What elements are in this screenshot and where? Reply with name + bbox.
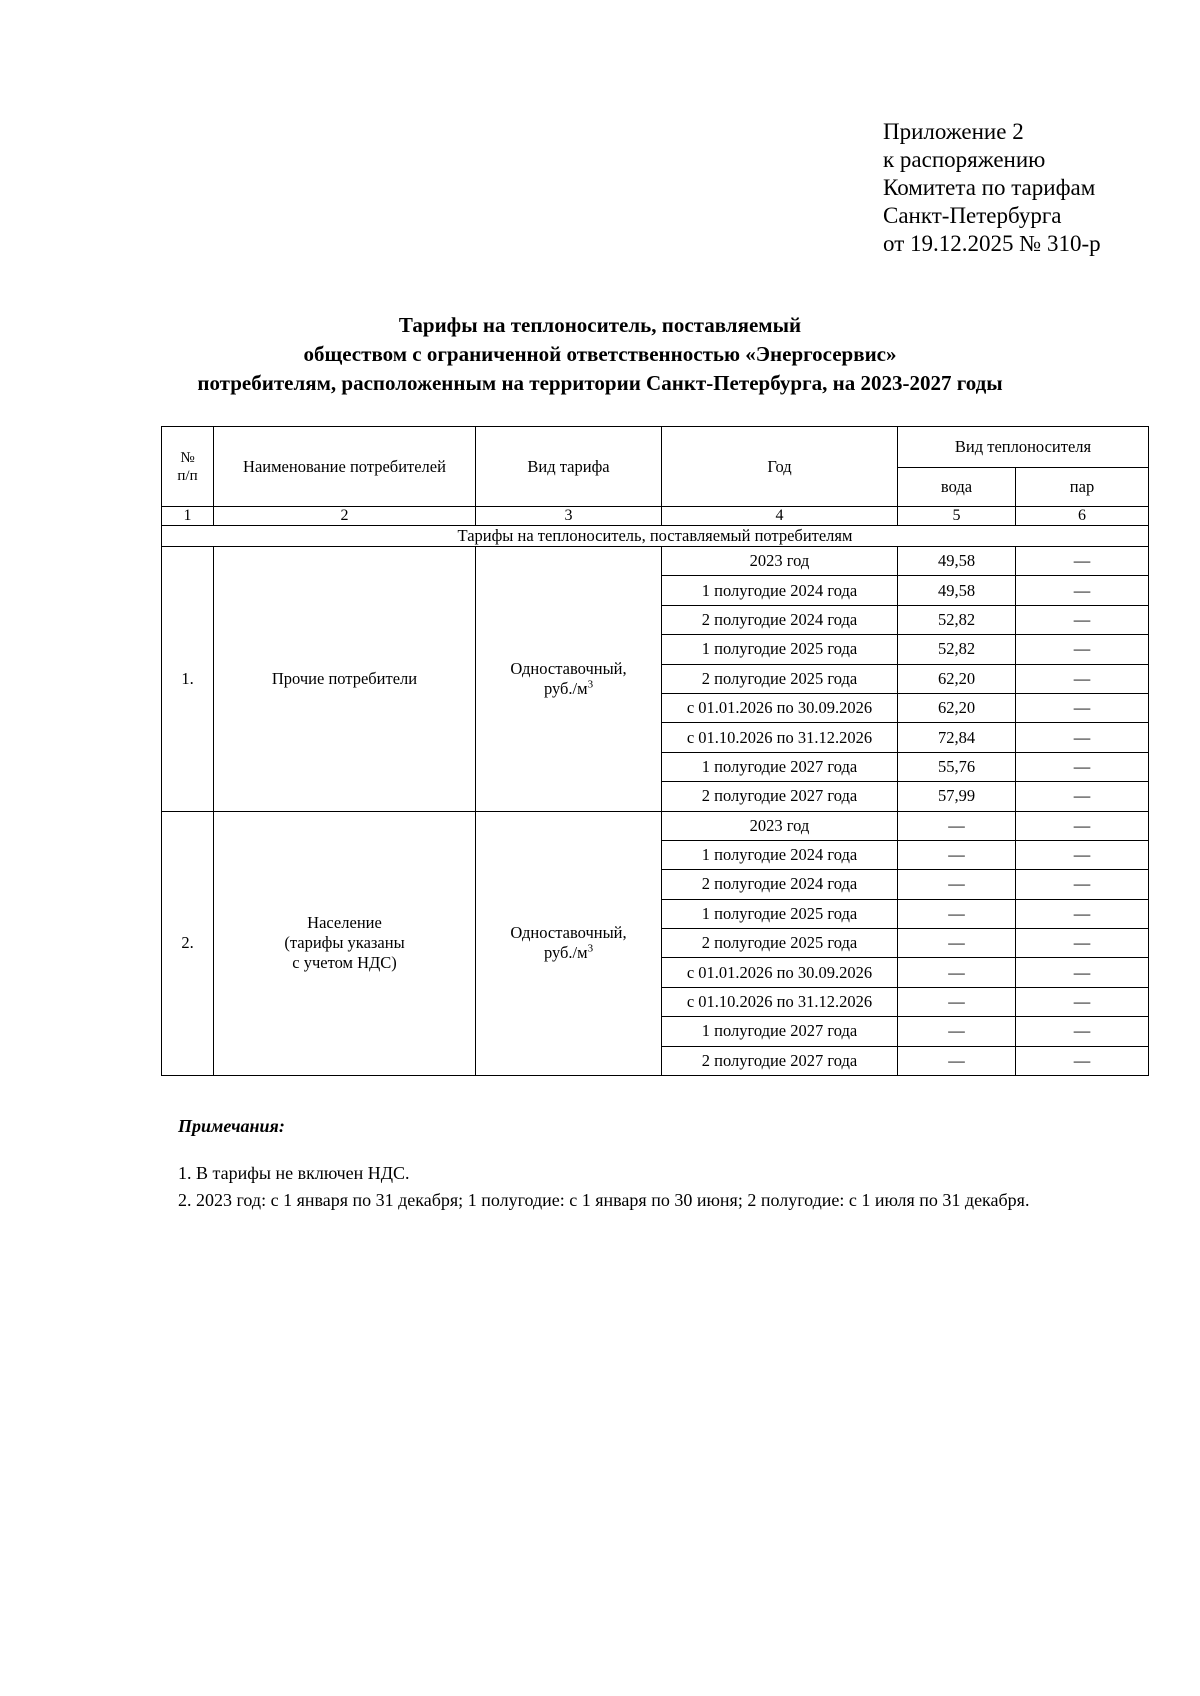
water-value: —: [898, 899, 1016, 928]
header-consumer: Наименование потребителей: [214, 427, 476, 507]
steam-value: —: [1016, 605, 1149, 634]
period-cell: с 01.10.2026 по 31.12.2026: [662, 723, 898, 752]
tariff-type-unit-sup: 3: [587, 678, 594, 691]
consumer-line3: с учетом НДС): [292, 953, 397, 973]
tariff-table: [161, 426, 1149, 1076]
column-index: 6: [1016, 507, 1149, 526]
period-cell: 2 полугодие 2024 года: [662, 605, 898, 634]
water-value: —: [898, 811, 1016, 840]
group-tariff-type: [476, 811, 662, 1076]
header-steam: пар: [1016, 468, 1149, 507]
water-value: —: [898, 929, 1016, 958]
steam-value: —: [1016, 958, 1149, 987]
period-cell: 1 полугодие 2027 года: [662, 752, 898, 781]
document-title: [0, 311, 1200, 398]
steam-value: —: [1016, 811, 1149, 840]
column-index: 2: [214, 507, 476, 526]
consumer-line1: Население: [307, 913, 382, 933]
column-index: 1: [162, 507, 214, 526]
water-value: 52,82: [898, 635, 1016, 664]
group-consumer: Прочие потребители: [214, 547, 476, 812]
header-tariff-type: Вид тарифа: [476, 427, 662, 507]
tariff-type-unit-sup: 3: [587, 942, 594, 955]
period-cell: 1 полугодие 2024 года: [662, 576, 898, 605]
table-body: [162, 427, 1149, 1076]
table-row: [162, 811, 1149, 840]
period-cell: 2 полугодие 2027 года: [662, 1046, 898, 1075]
period-cell: 2 полугодие 2024 года: [662, 870, 898, 899]
water-value: 52,82: [898, 605, 1016, 634]
steam-value: —: [1016, 1017, 1149, 1046]
column-index: 5: [898, 507, 1016, 526]
appendix-reference: [883, 118, 1101, 258]
water-value: 49,58: [898, 547, 1016, 576]
period-cell: 1 полугодие 2025 года: [662, 899, 898, 928]
header-row: [162, 427, 1149, 468]
consumer-line2: (тарифы указаны: [284, 933, 405, 953]
appendix-line: к распоряжению: [883, 147, 1046, 172]
steam-value: —: [1016, 987, 1149, 1016]
steam-value: —: [1016, 547, 1149, 576]
steam-value: —: [1016, 1046, 1149, 1075]
period-cell: 1 полугодие 2027 года: [662, 1017, 898, 1046]
period-cell: с 01.01.2026 по 30.09.2026: [662, 958, 898, 987]
steam-value: —: [1016, 929, 1149, 958]
note-item: 2. 2023 год: с 1 января по 31 декабря; 1 полугодие: с 1 января по 30 июня; 2 полугодие: с 1 июля по 31 декабря.: [178, 1190, 1030, 1210]
title-line: потребителям, расположенным на территории Санкт-Петербурга, на 2023-2027 годы: [197, 371, 1003, 395]
period-cell: 2023 год: [662, 811, 898, 840]
header-year: Год: [662, 427, 898, 507]
water-value: 62,20: [898, 693, 1016, 722]
group-tariff-type: [476, 547, 662, 812]
steam-value: —: [1016, 723, 1149, 752]
header-water: вода: [898, 468, 1016, 507]
water-value: —: [898, 1017, 1016, 1046]
tariff-type-unit: руб./м: [543, 943, 588, 963]
steam-value: —: [1016, 752, 1149, 781]
water-value: 62,20: [898, 664, 1016, 693]
column-index: 4: [662, 507, 898, 526]
steam-value: —: [1016, 635, 1149, 664]
group-consumer: [214, 811, 476, 1076]
period-cell: 2023 год: [662, 547, 898, 576]
header-number: [162, 427, 214, 507]
water-value: 57,99: [898, 782, 1016, 811]
steam-value: —: [1016, 840, 1149, 869]
water-value: —: [898, 840, 1016, 869]
period-cell: с 01.10.2026 по 31.12.2026: [662, 987, 898, 1016]
header-number-line1: №: [180, 449, 195, 466]
water-value: 55,76: [898, 752, 1016, 781]
steam-value: —: [1016, 664, 1149, 693]
appendix-line: Приложение 2: [883, 119, 1024, 144]
period-cell: 1 полугодие 2025 года: [662, 635, 898, 664]
header-number-line2: п/п: [177, 467, 198, 484]
period-cell: 2 полугодие 2025 года: [662, 929, 898, 958]
tariff-type-line1: Одноставочный,: [510, 658, 627, 678]
steam-value: —: [1016, 870, 1149, 899]
water-value: —: [898, 987, 1016, 1016]
group-number: 1.: [162, 547, 214, 812]
header-carrier: Вид теплоносителя: [898, 427, 1149, 468]
steam-value: —: [1016, 899, 1149, 928]
water-value: —: [898, 958, 1016, 987]
title-line: обществом с ограниченной ответственностью «Энергосервис»: [303, 342, 897, 366]
period-cell: 1 полугодие 2024 года: [662, 840, 898, 869]
tariff-type-line1: Одноставочный,: [510, 923, 627, 943]
notes-title: Примечания:: [178, 1116, 285, 1136]
period-cell: 2 полугодие 2025 года: [662, 664, 898, 693]
section-title: Тарифы на теплоноситель, поставляемый потребителям: [162, 526, 1149, 547]
steam-value: —: [1016, 782, 1149, 811]
appendix-line: Санкт-Петербурга: [883, 203, 1062, 228]
appendix-line: Комитета по тарифам: [883, 175, 1096, 200]
title-line: Тарифы на теплоноситель, поставляемый: [398, 313, 802, 337]
tariff-type-unit: руб./м: [543, 678, 588, 698]
water-value: 72,84: [898, 723, 1016, 752]
table-row: [162, 547, 1149, 576]
appendix-line: от 19.12.2025 № 310-р: [883, 231, 1101, 256]
steam-value: —: [1016, 693, 1149, 722]
column-index-row: [162, 507, 1149, 526]
steam-value: —: [1016, 576, 1149, 605]
water-value: —: [898, 870, 1016, 899]
note-item: 1. В тарифы не включен НДС.: [178, 1163, 410, 1183]
water-value: 49,58: [898, 576, 1016, 605]
period-cell: 2 полугодие 2027 года: [662, 782, 898, 811]
water-value: —: [898, 1046, 1016, 1075]
column-index: 3: [476, 507, 662, 526]
section-row: [162, 526, 1149, 547]
group-number: 2.: [162, 811, 214, 1076]
period-cell: с 01.01.2026 по 30.09.2026: [662, 693, 898, 722]
